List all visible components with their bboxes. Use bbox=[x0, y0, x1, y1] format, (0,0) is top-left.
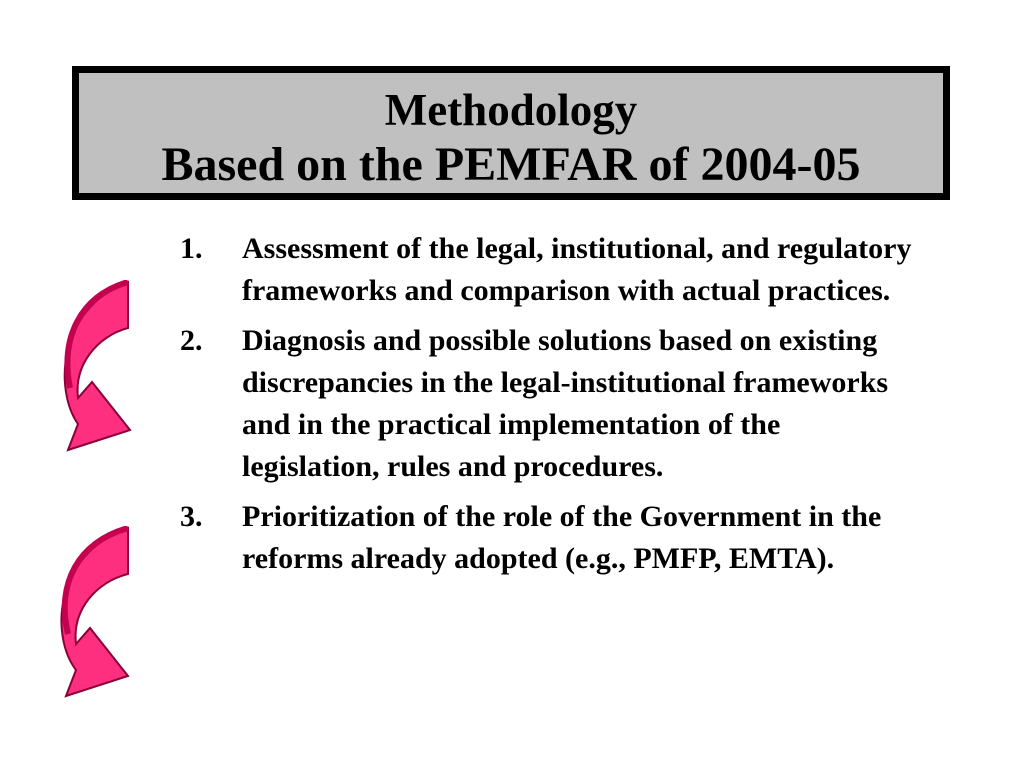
slide-subtitle: Based on the PEMFAR of 2004-05 bbox=[161, 138, 861, 191]
list-item bbox=[180, 320, 920, 488]
curved-arrow-shape bbox=[65, 282, 130, 450]
list-item bbox=[180, 496, 920, 580]
list-item-number: 3. bbox=[180, 500, 203, 533]
curved-arrow-icon bbox=[48, 280, 134, 452]
list-item-text: Diagnosis and possible solutions based on existing discrepancies in the legal-institutional frameworks and in the practical implementation of the legislation, rules and procedures. bbox=[242, 324, 889, 483]
methodology-list bbox=[180, 228, 920, 588]
curved-arrow-shape bbox=[61, 528, 128, 696]
list-item bbox=[180, 228, 920, 312]
list-item-number: 1. bbox=[180, 232, 203, 265]
curved-arrow-icon bbox=[42, 526, 134, 698]
list-item-text: Prioritization of the role of the Government in the reforms already adopted (e.g., PMFP, EMTA). bbox=[242, 500, 882, 575]
list-item-number: 2. bbox=[180, 324, 203, 357]
list-item-text: Assessment of the legal, institutional, and regulatory frameworks and comparison with actual practices. bbox=[242, 232, 912, 307]
title-box bbox=[72, 66, 950, 200]
slide-title: Methodology bbox=[384, 85, 638, 135]
